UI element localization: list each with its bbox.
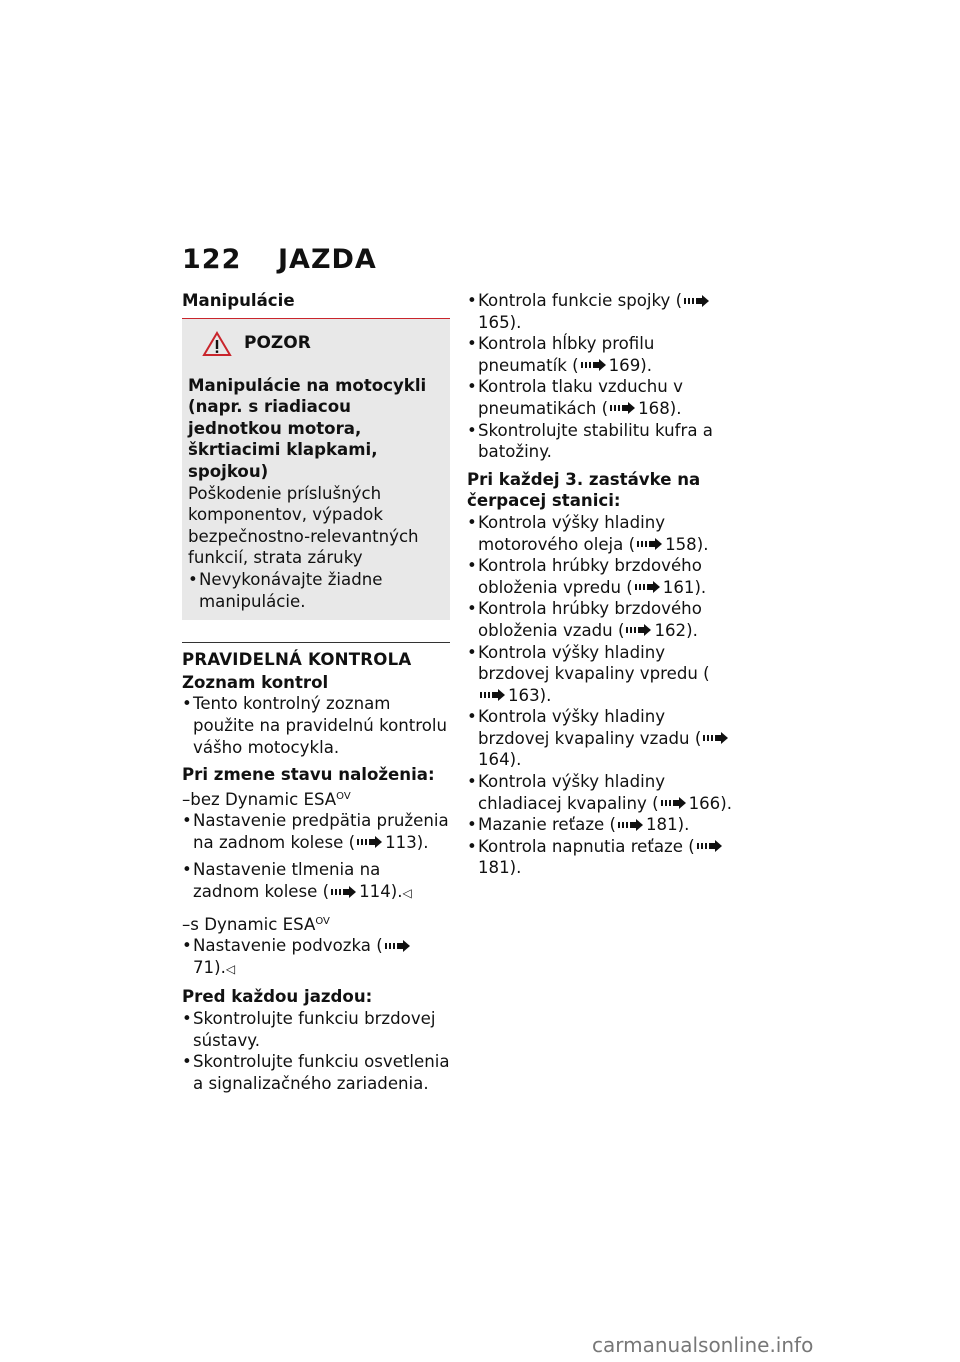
end-mark: ◁ (402, 886, 412, 901)
warning-bold-text: Manipulácie na motocykli (napr. s riadiacou jednotkou motora, škrtiacimi klapkami, spojkou) (188, 375, 427, 481)
page-reference-arrow-icon (661, 797, 687, 809)
page-reference-arrow-icon (637, 538, 663, 550)
list-item: • Skontrolujte stabilitu kufra a batožiny. (467, 420, 737, 463)
page-reference-arrow-icon (357, 836, 383, 848)
warning-bullet: • Nevykonávajte žiadne manipulácie. (188, 569, 444, 612)
refuel-heading: Pri každej 3. zastávke na čerpacej stanici: (467, 469, 701, 511)
list-item: • Nastavenie podvozka (71).◁ (182, 935, 450, 980)
warning-body: Poškodenie príslušných komponentov, výpadok bezpečnostno-relevantných funkcií, strata záruky (188, 483, 419, 568)
list-item: • Kontrola výšky hladiny chladiacej kvapaliny ( 166). (467, 771, 737, 814)
page-number: 122 (182, 244, 242, 275)
list-item: • Kontrola výšky hladiny brzdovej kvapaliny vpredu (163). (467, 642, 737, 707)
list-item: • Skontrolujte funkciu brzdovej sústavy. (182, 1008, 450, 1051)
page-reference-arrow-icon (697, 840, 723, 852)
before-ride-heading: Pred každou jazdou: (182, 987, 373, 1007)
list-item: • Tento kontrolný zoznam použite na pravidelnú kontrolu vášho motocykla. (182, 693, 450, 758)
page-reference-arrow-icon (703, 732, 729, 744)
warning-box (182, 318, 450, 621)
list-item: • Kontrola hrúbky brzdového obloženia vpredu ( 161). (467, 555, 737, 598)
list-item: • Kontrola napnutia reťaze (181). (467, 836, 737, 879)
warning-header (188, 319, 444, 369)
list-item: • Kontrola funkcie spojky (165). (467, 290, 737, 333)
page-reference-arrow-icon (581, 359, 607, 371)
list-item: • Kontrola výšky hladiny brzdovej kvapaliny vzadu (164). (467, 706, 737, 771)
list-item: • Skontrolujte funkciu osvetlenia a signalizačného zariadenia. (182, 1051, 450, 1094)
list-item: • Kontrola hrúbky brzdového obloženia vzadu ( 162). (467, 598, 737, 641)
with-esa-label: –s Dynamic $ESA^{OV}$ (182, 914, 330, 934)
list-item: • Kontrola hĺbky profilu pneumatík ( 169). (467, 333, 737, 376)
page-reference-arrow-icon (480, 689, 506, 701)
load-change-heading: Pri zmene stavu naloženia: (182, 765, 435, 785)
left-column (182, 290, 450, 1094)
page-reference-arrow-icon (626, 624, 652, 636)
list-item: • Nastavenie tlmenia na zadnom kolese ( 114).◁ (182, 859, 450, 904)
page-reference-arrow-icon (618, 819, 644, 831)
checklist-heading: Zoznam kontrol (182, 672, 329, 692)
list-item: • Kontrola tlaku vzduchu v pneumatikách ( 168). (467, 376, 737, 419)
page-reference-arrow-icon (684, 295, 710, 307)
manipulation-heading: Manipulácie (182, 291, 295, 310)
page-reference-arrow-icon (385, 940, 411, 952)
end-mark: ◁ (225, 961, 236, 976)
right-column (467, 290, 737, 879)
without-esa-label: –bez Dynamic $ESA^{OV}$ (182, 789, 351, 809)
list-item: • Mazanie reťaze ( 181). (467, 814, 737, 836)
page-reference-arrow-icon (331, 886, 357, 898)
list-item: • Kontrola výšky hladiny motorového oleja ( 158). (467, 512, 737, 555)
warning-title: POZOR (244, 332, 311, 353)
warning-triangle-icon (202, 331, 232, 357)
page-reference-arrow-icon (635, 581, 661, 593)
section-title: PRAVIDELNÁ KONTROLA (182, 642, 450, 671)
watermark: carmanualsonline.info (592, 1333, 814, 1357)
chapter-title: JAZDA (278, 244, 377, 275)
page-reference-arrow-icon (610, 402, 636, 414)
page-header (182, 244, 377, 275)
list-item: • Nastavenie predpätia pruženia na zadnom kolese ( 113). (182, 810, 450, 853)
